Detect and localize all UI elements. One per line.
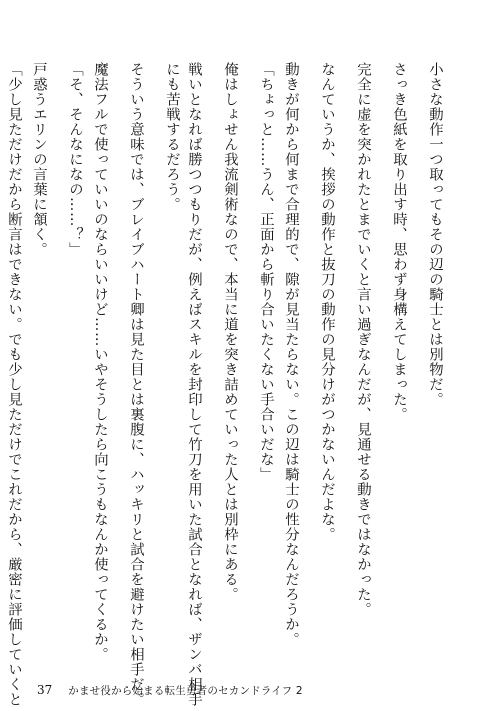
text-line: なんていうか、挨拶の動作と抜刀の動作の見分けがつかないんだよな。	[319, 62, 335, 542]
text-line: 俺はしょせん我流剣術なので、本当に道を突き詰めていった人とは別枠にある。	[222, 62, 238, 602]
running-title: かませ役から始まる転生勇者のセカンドライフ 2	[68, 685, 303, 697]
text-line: 魔法フルで使っていいのならいいけど……いやそうしたら向こうもなんか使ってくるか。	[92, 62, 108, 662]
page-footer	[37, 683, 303, 698]
text-line: にも苦戦するだろう。	[164, 62, 180, 212]
text-line: 「少し見ただけだから断言はできない。でも少し見ただけでこれだから、厳密に評価していくと	[6, 62, 22, 707]
text-line: 戸惑うエリンの言葉に頷く。	[31, 62, 47, 257]
text-line: さっき色紙を取り出す時、思わず身構えてしまった。	[391, 62, 407, 422]
text-line: 小さな動作一つ取ってもその辺の騎士とは別物だ。	[427, 62, 443, 407]
text-line: そういう意味では、ブレイブハート卿は見た目とは裏腹に、ハッキリと試合を避けたい相手だ。	[128, 62, 144, 707]
page-number: 37	[37, 683, 53, 697]
text-line: 戦いとなれば勝つつもりだが、例えばスキルを封印して竹刀を用いた試合となれば、ザンバ相手	[186, 62, 202, 707]
text-line: 「ちょっと……うん、正面から斬り合いたくない手合いだな」	[258, 62, 274, 482]
text-line: 完全に虚を突かれたとまでいくと言い過ぎなんだが、見通せる動きではなかった。	[355, 62, 371, 617]
text-line: 動きが何から何まで合理的で、隙が見当たらない。この辺は騎士の性分なんだろうか。	[283, 62, 299, 647]
text-line: 「そ、そんなになの……？」	[67, 62, 83, 257]
